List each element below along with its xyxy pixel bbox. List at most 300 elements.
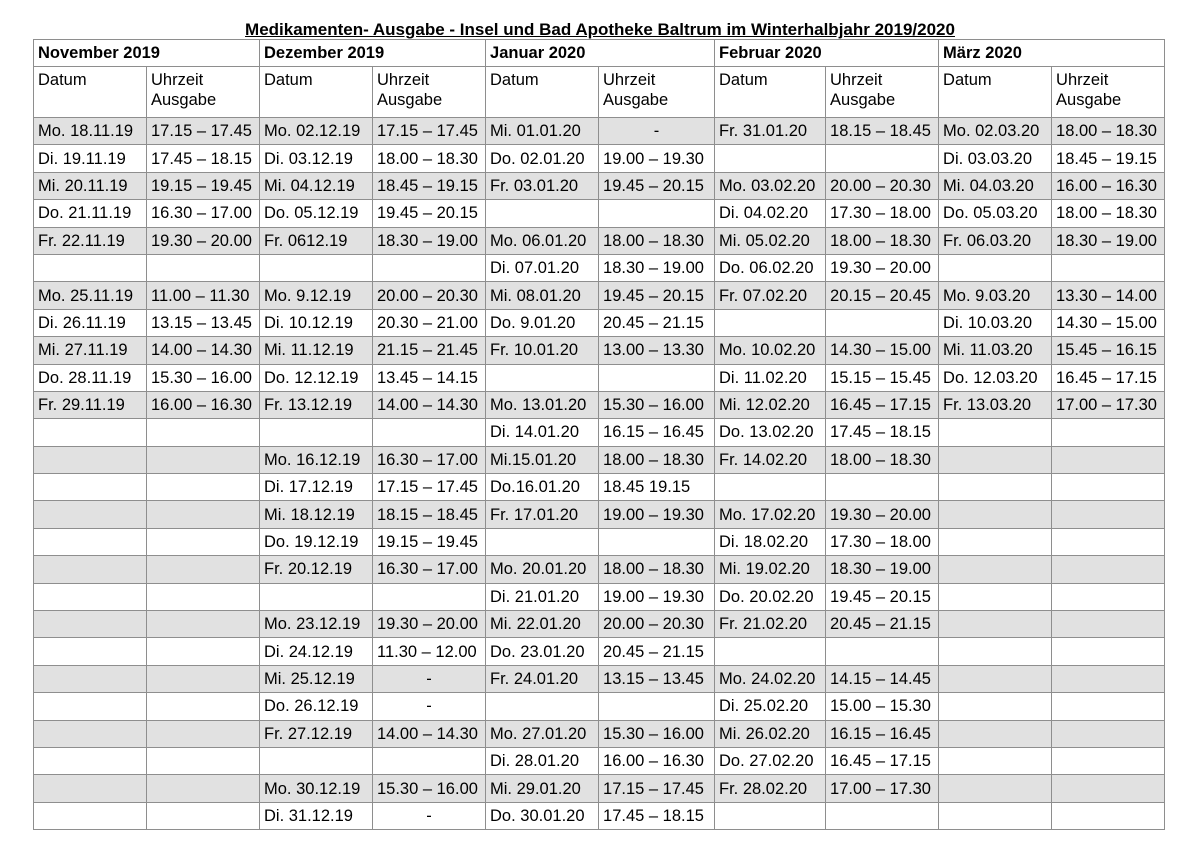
table-row [34, 118, 1165, 145]
table-row [34, 337, 1165, 364]
time-cell: 15.30 – 16.00 [373, 775, 486, 802]
time-cell: 18.00 – 18.30 [826, 227, 939, 254]
time-cell [147, 693, 260, 720]
date-cell: Mo. 9.12.19 [260, 282, 373, 309]
table-row [34, 254, 1165, 281]
time-cell: 14.15 – 14.45 [826, 665, 939, 692]
date-cell: Fr. 31.01.20 [715, 118, 826, 145]
time-cell: 17.15 – 17.45 [599, 775, 715, 802]
time-cell: 19.30 – 20.00 [826, 501, 939, 528]
time-cell: 18.30 – 19.00 [1052, 227, 1165, 254]
date-cell: Mo. 16.12.19 [260, 446, 373, 473]
date-cell: Mi. 12.02.20 [715, 391, 826, 418]
date-cell: Di. 17.12.19 [260, 474, 373, 501]
date-cell [939, 528, 1052, 555]
time-column-header: Uhrzeit Ausgabe [599, 67, 715, 118]
time-cell: 17.15 – 17.45 [147, 118, 260, 145]
time-cell [147, 501, 260, 528]
schedule-table [33, 39, 1165, 830]
date-cell [939, 693, 1052, 720]
time-cell: - [373, 665, 486, 692]
time-cell [147, 665, 260, 692]
date-cell [34, 501, 147, 528]
time-cell: 11.30 – 12.00 [373, 638, 486, 665]
time-cell [826, 309, 939, 336]
date-cell: Fr. 07.02.20 [715, 282, 826, 309]
time-cell [1052, 693, 1165, 720]
date-cell [34, 611, 147, 638]
date-cell: Do. 20.02.20 [715, 583, 826, 610]
date-cell [34, 720, 147, 747]
time-cell: 17.15 – 17.45 [373, 118, 486, 145]
date-cell [486, 200, 599, 227]
table-row [34, 775, 1165, 802]
time-cell [373, 747, 486, 774]
month-header-november: November 2019 [34, 40, 260, 67]
date-cell: Mo. 18.11.19 [34, 118, 147, 145]
time-cell [147, 775, 260, 802]
time-cell: 18.00 – 18.30 [599, 556, 715, 583]
time-cell: 14.30 – 15.00 [1052, 309, 1165, 336]
time-column-header: Uhrzeit Ausgabe [1052, 67, 1165, 118]
date-cell [939, 446, 1052, 473]
date-cell: Mo. 02.12.19 [260, 118, 373, 145]
date-cell [260, 419, 373, 446]
date-cell: Do. 06.02.20 [715, 254, 826, 281]
date-cell: Di. 28.01.20 [486, 747, 599, 774]
date-cell: Do.16.01.20 [486, 474, 599, 501]
time-cell: 16.00 – 16.30 [599, 747, 715, 774]
date-cell: Di. 21.01.20 [486, 583, 599, 610]
date-cell: Di. 24.12.19 [260, 638, 373, 665]
time-cell [147, 556, 260, 583]
time-cell: 16.30 – 17.00 [373, 446, 486, 473]
date-cell: Di. 26.11.19 [34, 309, 147, 336]
date-cell: Mi. 22.01.20 [486, 611, 599, 638]
time-cell: 19.00 – 19.30 [599, 583, 715, 610]
date-cell: Do. 12.03.20 [939, 364, 1052, 391]
date-cell: Do. 23.01.20 [486, 638, 599, 665]
time-cell: 18.30 – 19.00 [599, 254, 715, 281]
time-cell [599, 693, 715, 720]
time-cell: 19.30 – 20.00 [147, 227, 260, 254]
date-cell [260, 583, 373, 610]
table-row [34, 145, 1165, 172]
time-cell: 14.00 – 14.30 [373, 720, 486, 747]
time-cell: 18.45 – 19.15 [373, 172, 486, 199]
date-cell [34, 693, 147, 720]
time-cell [1052, 583, 1165, 610]
time-cell: 16.15 – 16.45 [599, 419, 715, 446]
time-cell: 17.45 – 18.15 [826, 419, 939, 446]
date-cell: Di. 31.12.19 [260, 802, 373, 829]
time-cell [1052, 556, 1165, 583]
date-cell: Fr. 0612.19 [260, 227, 373, 254]
time-cell: 17.45 – 18.15 [599, 802, 715, 829]
date-cell [939, 747, 1052, 774]
date-cell [34, 419, 147, 446]
time-cell: 21.15 – 21.45 [373, 337, 486, 364]
date-cell: Fr. 13.12.19 [260, 391, 373, 418]
month-header-row [34, 40, 1165, 67]
date-cell: Di. 07.01.20 [486, 254, 599, 281]
date-cell [34, 775, 147, 802]
date-cell: Di. 14.01.20 [486, 419, 599, 446]
date-cell: Mi. 01.01.20 [486, 118, 599, 145]
date-cell [34, 747, 147, 774]
date-cell: Di. 10.03.20 [939, 309, 1052, 336]
date-cell: Di. 18.02.20 [715, 528, 826, 555]
table-row [34, 419, 1165, 446]
time-cell [826, 638, 939, 665]
date-cell [34, 254, 147, 281]
date-cell [260, 254, 373, 281]
time-cell: 20.00 – 20.30 [373, 282, 486, 309]
date-cell [939, 474, 1052, 501]
time-cell: 16.00 – 16.30 [147, 391, 260, 418]
date-cell: Fr. 06.03.20 [939, 227, 1052, 254]
date-cell [939, 501, 1052, 528]
date-column-header: Datum [486, 67, 599, 118]
date-cell [939, 583, 1052, 610]
date-cell [34, 474, 147, 501]
date-column-header: Datum [34, 67, 147, 118]
date-cell [939, 638, 1052, 665]
date-cell [939, 419, 1052, 446]
schedule-body [34, 118, 1165, 830]
month-header-february: Februar 2020 [715, 40, 939, 67]
date-cell: Do. 12.12.19 [260, 364, 373, 391]
date-column-header: Datum [715, 67, 826, 118]
time-cell [147, 528, 260, 555]
table-row [34, 638, 1165, 665]
time-cell [1052, 775, 1165, 802]
time-cell: 16.15 – 16.45 [826, 720, 939, 747]
table-row [34, 501, 1165, 528]
time-cell: 20.45 – 21.15 [599, 638, 715, 665]
date-cell: Do. 28.11.19 [34, 364, 147, 391]
time-cell [373, 583, 486, 610]
month-header-march: März 2020 [939, 40, 1165, 67]
date-cell: Mo. 25.11.19 [34, 282, 147, 309]
table-row [34, 747, 1165, 774]
time-cell: 15.30 – 16.00 [599, 720, 715, 747]
date-cell: Mo. 27.01.20 [486, 720, 599, 747]
time-cell: 19.45 – 20.15 [599, 172, 715, 199]
time-cell: 18.30 – 19.00 [826, 556, 939, 583]
time-column-header: Uhrzeit Ausgabe [147, 67, 260, 118]
time-cell: 18.00 – 18.30 [826, 446, 939, 473]
time-cell: 17.30 – 18.00 [826, 200, 939, 227]
date-cell: Do. 05.12.19 [260, 200, 373, 227]
time-cell [147, 583, 260, 610]
table-row [34, 528, 1165, 555]
date-cell: Do. 26.12.19 [260, 693, 373, 720]
time-cell [826, 145, 939, 172]
time-cell [147, 611, 260, 638]
time-cell [826, 474, 939, 501]
time-cell: 13.00 – 13.30 [599, 337, 715, 364]
time-cell: 18.00 – 18.30 [599, 227, 715, 254]
date-cell: Di. 11.02.20 [715, 364, 826, 391]
time-cell [147, 720, 260, 747]
time-cell: 14.00 – 14.30 [373, 391, 486, 418]
time-cell [1052, 446, 1165, 473]
date-cell [34, 665, 147, 692]
date-cell [260, 747, 373, 774]
table-row [34, 309, 1165, 336]
time-cell: 19.15 – 19.45 [147, 172, 260, 199]
date-cell: Mi. 05.02.20 [715, 227, 826, 254]
table-row [34, 802, 1165, 829]
date-cell [34, 802, 147, 829]
date-cell [34, 638, 147, 665]
time-cell: 15.15 – 15.45 [826, 364, 939, 391]
date-cell: Mo. 03.02.20 [715, 172, 826, 199]
time-cell [1052, 528, 1165, 555]
time-cell: 20.15 – 20.45 [826, 282, 939, 309]
time-cell: 17.30 – 18.00 [826, 528, 939, 555]
time-cell: 18.45 19.15 [599, 474, 715, 501]
time-cell: 19.15 – 19.45 [373, 528, 486, 555]
date-cell: Mi. 11.12.19 [260, 337, 373, 364]
date-cell: Di. 25.02.20 [715, 693, 826, 720]
time-cell: 20.45 – 21.15 [599, 309, 715, 336]
date-cell: Mo. 20.01.20 [486, 556, 599, 583]
time-cell: 19.45 – 20.15 [373, 200, 486, 227]
table-row [34, 391, 1165, 418]
time-cell [147, 638, 260, 665]
date-cell: Mo. 06.01.20 [486, 227, 599, 254]
month-header-december: Dezember 2019 [260, 40, 486, 67]
date-cell: Mi. 27.11.19 [34, 337, 147, 364]
date-cell [486, 693, 599, 720]
time-cell [147, 254, 260, 281]
date-cell: Mi.15.01.20 [486, 446, 599, 473]
date-cell: Di. 03.03.20 [939, 145, 1052, 172]
time-cell [599, 200, 715, 227]
time-cell: 18.15 – 18.45 [826, 118, 939, 145]
time-cell: 17.45 – 18.15 [147, 145, 260, 172]
time-cell: 13.15 – 13.45 [599, 665, 715, 692]
date-cell [715, 309, 826, 336]
time-cell [1052, 802, 1165, 829]
date-cell [34, 556, 147, 583]
table-row [34, 227, 1165, 254]
time-cell [147, 802, 260, 829]
date-cell [939, 802, 1052, 829]
time-cell [147, 747, 260, 774]
time-cell [373, 419, 486, 446]
date-column-header: Datum [260, 67, 373, 118]
date-cell: Fr. 14.02.20 [715, 446, 826, 473]
date-cell: Mi. 25.12.19 [260, 665, 373, 692]
time-cell [599, 528, 715, 555]
time-cell: 17.00 – 17.30 [826, 775, 939, 802]
time-cell: 20.30 – 21.00 [373, 309, 486, 336]
time-cell: 18.00 – 18.30 [599, 446, 715, 473]
date-cell: Fr. 20.12.19 [260, 556, 373, 583]
date-cell: Fr. 10.01.20 [486, 337, 599, 364]
time-cell: 16.00 – 16.30 [1052, 172, 1165, 199]
date-cell: Mo. 02.03.20 [939, 118, 1052, 145]
date-column-header: Datum [939, 67, 1052, 118]
table-row [34, 474, 1165, 501]
table-row [34, 720, 1165, 747]
time-cell: 16.45 – 17.15 [826, 747, 939, 774]
time-cell: - [373, 802, 486, 829]
time-cell [1052, 611, 1165, 638]
time-cell [1052, 419, 1165, 446]
date-cell: Do. 9.01.20 [486, 309, 599, 336]
date-cell: Mi. 19.02.20 [715, 556, 826, 583]
time-cell: 20.45 – 21.15 [826, 611, 939, 638]
time-cell [1052, 665, 1165, 692]
time-cell: 19.30 – 20.00 [826, 254, 939, 281]
time-cell: 19.30 – 20.00 [373, 611, 486, 638]
date-cell: Do. 02.01.20 [486, 145, 599, 172]
date-cell [939, 665, 1052, 692]
time-cell: 17.00 – 17.30 [1052, 391, 1165, 418]
time-cell: - [373, 693, 486, 720]
time-cell: 19.45 – 20.15 [599, 282, 715, 309]
time-cell [1052, 747, 1165, 774]
date-cell [34, 446, 147, 473]
time-cell: 18.00 – 18.30 [373, 145, 486, 172]
table-row [34, 172, 1165, 199]
date-cell: Di. 10.12.19 [260, 309, 373, 336]
date-cell: Mo. 17.02.20 [715, 501, 826, 528]
time-cell: 18.00 – 18.30 [1052, 200, 1165, 227]
date-cell: Mi. 04.03.20 [939, 172, 1052, 199]
time-cell [147, 446, 260, 473]
time-cell: 19.00 – 19.30 [599, 501, 715, 528]
date-cell [486, 528, 599, 555]
time-cell: - [599, 118, 715, 145]
time-cell [1052, 254, 1165, 281]
date-cell [939, 720, 1052, 747]
date-cell: Mi. 20.11.19 [34, 172, 147, 199]
time-cell: 16.30 – 17.00 [373, 556, 486, 583]
date-cell [715, 145, 826, 172]
time-cell: 16.45 – 17.15 [826, 391, 939, 418]
time-cell [1052, 501, 1165, 528]
time-cell [599, 364, 715, 391]
time-cell [1052, 638, 1165, 665]
date-cell: Di. 03.12.19 [260, 145, 373, 172]
date-cell: Di. 04.02.20 [715, 200, 826, 227]
date-cell: Fr. 22.11.19 [34, 227, 147, 254]
table-row [34, 364, 1165, 391]
date-cell: Mo. 13.01.20 [486, 391, 599, 418]
table-row [34, 556, 1165, 583]
time-cell: 18.45 – 19.15 [1052, 145, 1165, 172]
time-column-header: Uhrzeit Ausgabe [373, 67, 486, 118]
time-cell: 18.30 – 19.00 [373, 227, 486, 254]
date-cell: Do. 19.12.19 [260, 528, 373, 555]
time-column-header: Uhrzeit Ausgabe [826, 67, 939, 118]
date-cell: Fr. 28.02.20 [715, 775, 826, 802]
time-cell: 17.15 – 17.45 [373, 474, 486, 501]
date-cell: Mi. 18.12.19 [260, 501, 373, 528]
time-cell: 15.30 – 16.00 [147, 364, 260, 391]
date-cell: Mo. 10.02.20 [715, 337, 826, 364]
time-cell: 14.30 – 15.00 [826, 337, 939, 364]
time-cell [1052, 474, 1165, 501]
date-cell: Fr. 21.02.20 [715, 611, 826, 638]
time-cell: 18.15 – 18.45 [373, 501, 486, 528]
date-cell [34, 528, 147, 555]
time-cell: 19.45 – 20.15 [826, 583, 939, 610]
table-row [34, 446, 1165, 473]
date-cell: Mi. 08.01.20 [486, 282, 599, 309]
date-cell [939, 254, 1052, 281]
time-cell: 15.30 – 16.00 [599, 391, 715, 418]
table-row [34, 282, 1165, 309]
time-cell: 19.00 – 19.30 [599, 145, 715, 172]
date-cell: Mo. 24.02.20 [715, 665, 826, 692]
date-cell [939, 775, 1052, 802]
time-cell: 16.30 – 17.00 [147, 200, 260, 227]
date-cell: Mo. 30.12.19 [260, 775, 373, 802]
date-cell: Mo. 9.03.20 [939, 282, 1052, 309]
document-title: Medikamenten- Ausgabe - Insel und Bad Apotheke Baltrum im Winterhalbjahr 2019/2020 [245, 20, 955, 39]
date-cell [34, 583, 147, 610]
time-cell: 14.00 – 14.30 [147, 337, 260, 364]
date-cell: Mi. 26.02.20 [715, 720, 826, 747]
time-cell: 20.00 – 20.30 [599, 611, 715, 638]
date-cell: Fr. 03.01.20 [486, 172, 599, 199]
table-row [34, 583, 1165, 610]
date-cell: Do. 27.02.20 [715, 747, 826, 774]
date-cell: Fr. 27.12.19 [260, 720, 373, 747]
date-cell [715, 802, 826, 829]
table-row [34, 693, 1165, 720]
date-cell: Do. 13.02.20 [715, 419, 826, 446]
time-cell: 15.45 – 16.15 [1052, 337, 1165, 364]
column-header-row [34, 67, 1165, 118]
date-cell: Do. 30.01.20 [486, 802, 599, 829]
time-cell: 11.00 – 11.30 [147, 282, 260, 309]
date-cell: Mi. 11.03.20 [939, 337, 1052, 364]
time-cell: 13.30 – 14.00 [1052, 282, 1165, 309]
time-cell [826, 802, 939, 829]
date-cell [715, 638, 826, 665]
time-cell [147, 419, 260, 446]
date-cell [715, 474, 826, 501]
month-header-january: Januar 2020 [486, 40, 715, 67]
date-cell: Fr. 17.01.20 [486, 501, 599, 528]
date-cell [486, 364, 599, 391]
date-cell [939, 611, 1052, 638]
time-cell: 13.15 – 13.45 [147, 309, 260, 336]
date-cell: Mo. 23.12.19 [260, 611, 373, 638]
time-cell: 20.00 – 20.30 [826, 172, 939, 199]
table-row [34, 665, 1165, 692]
date-cell: Mi. 04.12.19 [260, 172, 373, 199]
date-cell: Fr. 13.03.20 [939, 391, 1052, 418]
date-cell: Di. 19.11.19 [34, 145, 147, 172]
date-cell [939, 556, 1052, 583]
table-row [34, 200, 1165, 227]
table-row [34, 611, 1165, 638]
time-cell: 16.45 – 17.15 [1052, 364, 1165, 391]
date-cell: Mi. 29.01.20 [486, 775, 599, 802]
date-cell: Do. 05.03.20 [939, 200, 1052, 227]
date-cell: Fr. 24.01.20 [486, 665, 599, 692]
date-cell: Fr. 29.11.19 [34, 391, 147, 418]
time-cell [373, 254, 486, 281]
